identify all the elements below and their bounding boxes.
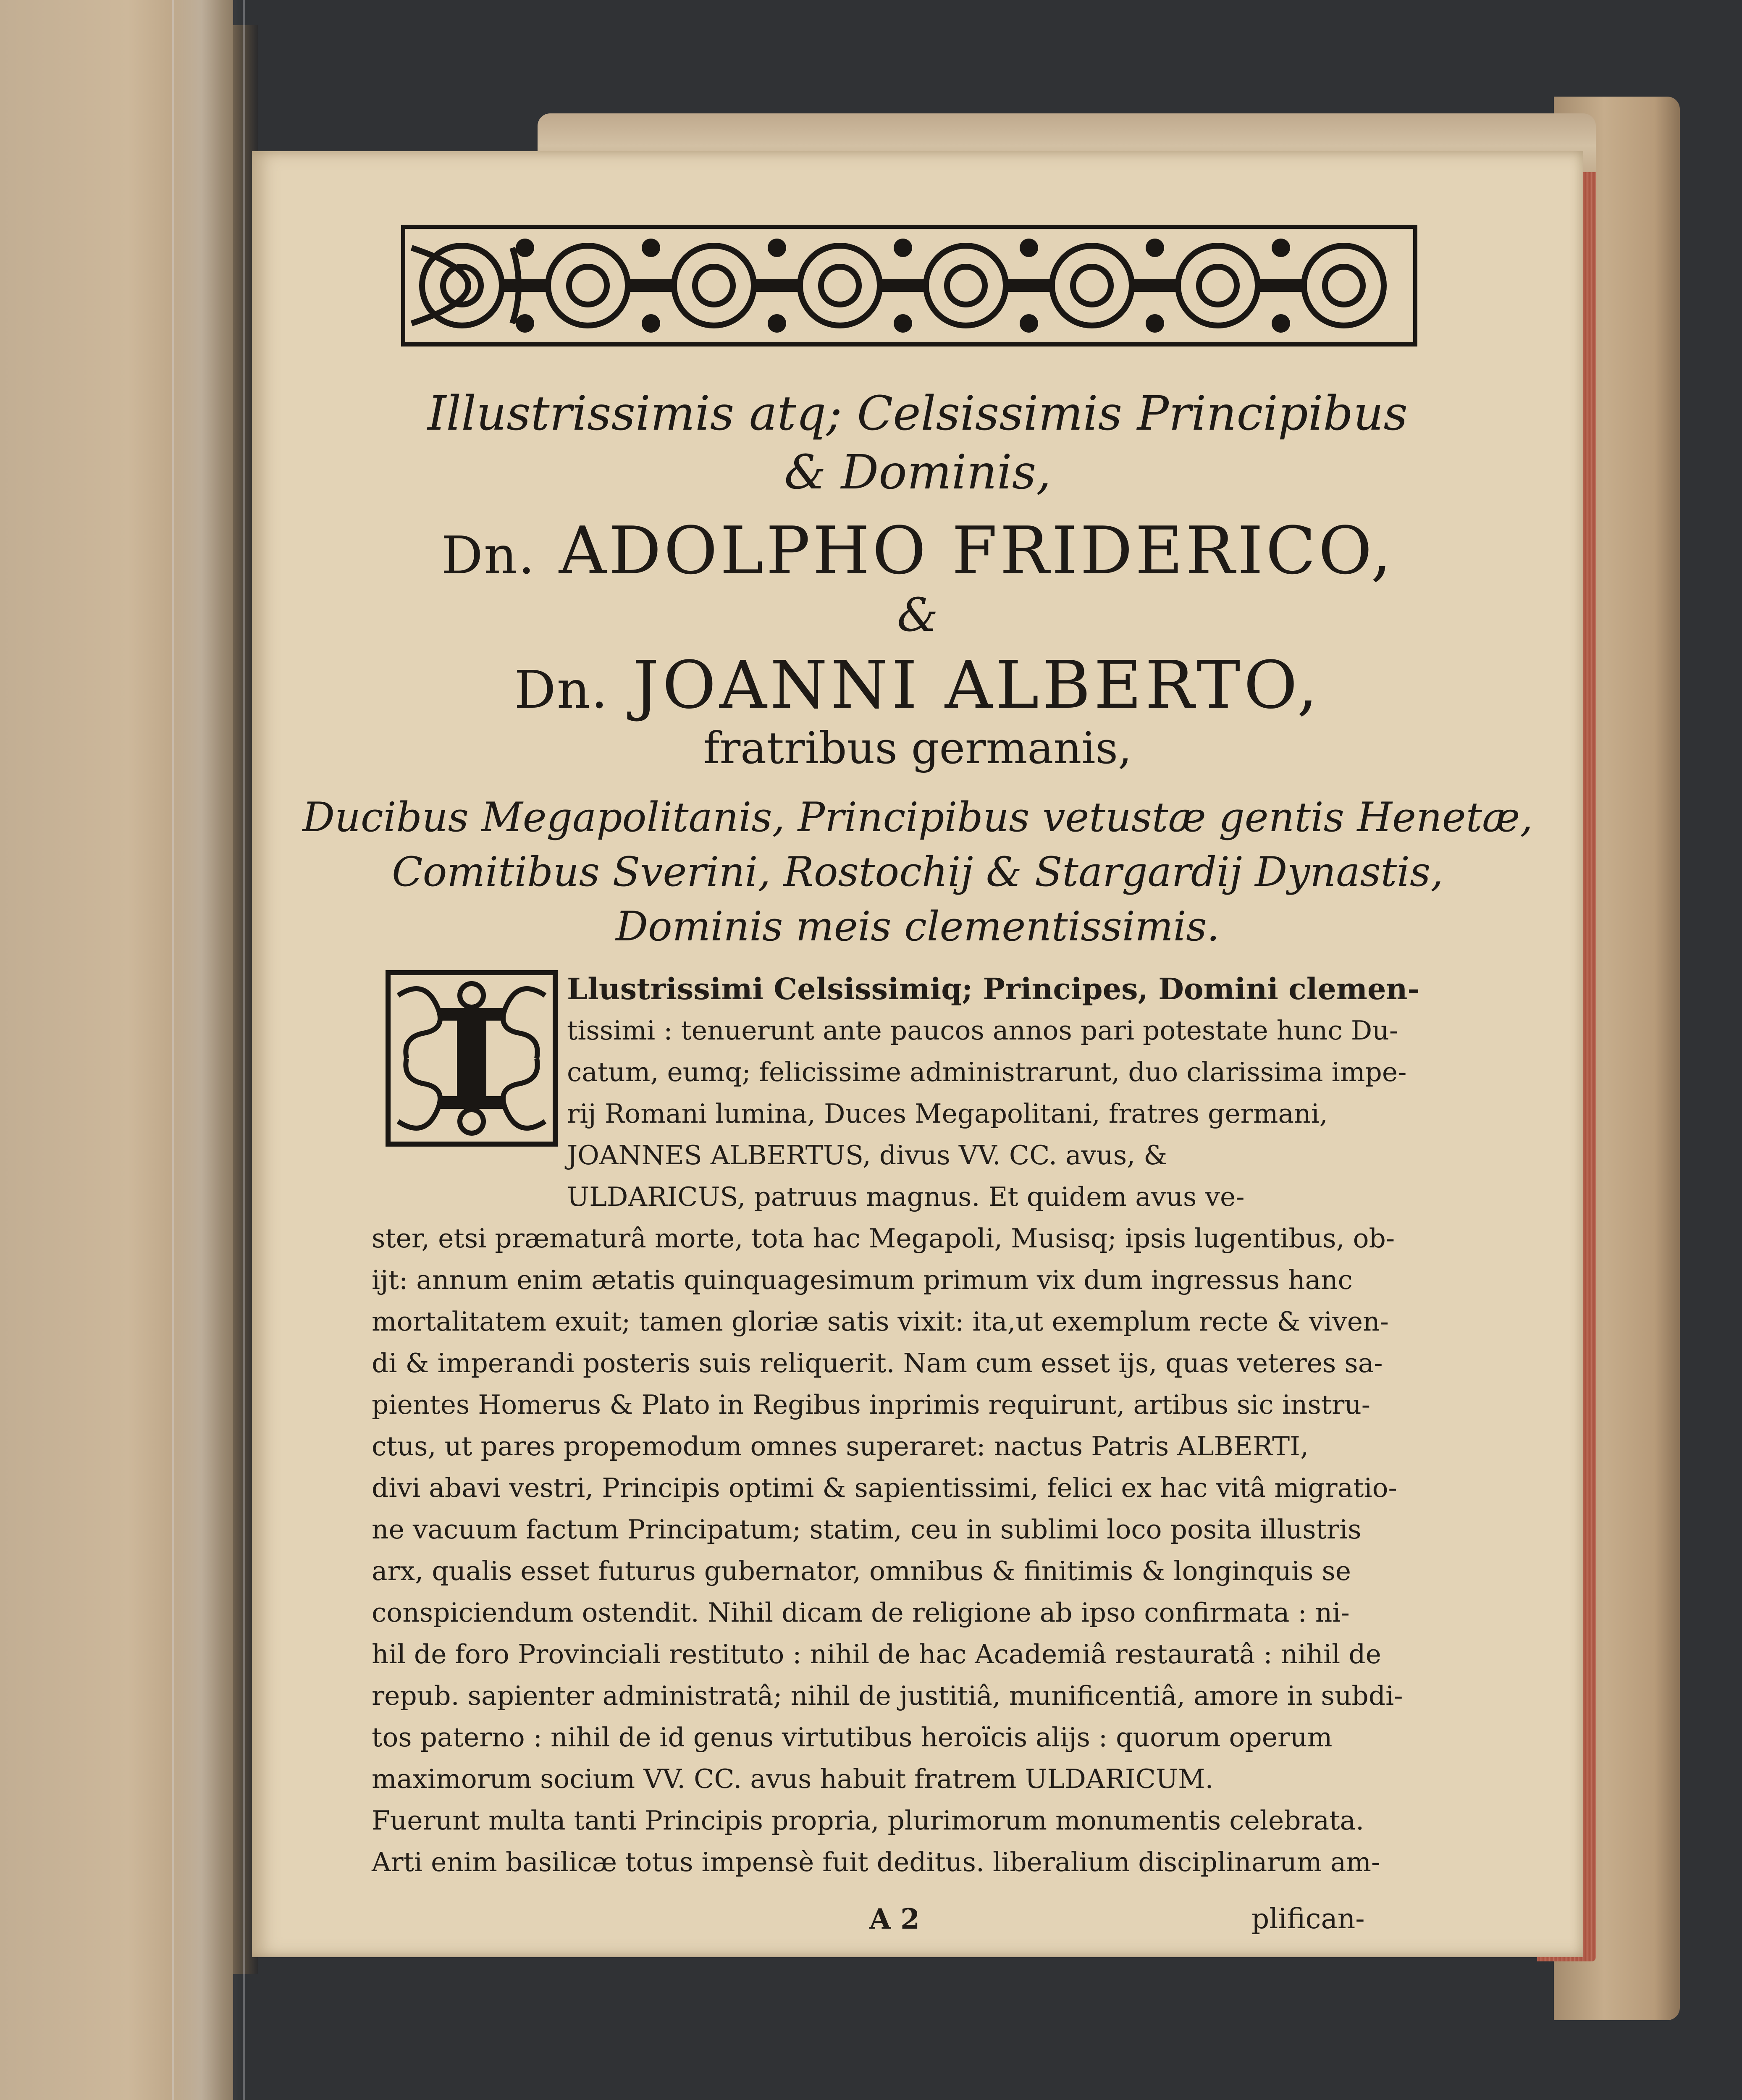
body-text <box>372 968 1447 1883</box>
dedicatee-1 <box>252 512 1583 589</box>
body-line-10: di & imperandi posteris suis reliquerit. Nam cum esset ijs, quas veteres sa- <box>372 1348 1383 1378</box>
body-line-20: maximorum socium VV. CC. avus habuit fratrem ULDARICUM. <box>372 1764 1214 1794</box>
body-line-18: repub. sapienter administratâ; nihil de justitiâ, munificentiâ, amore in subdi- <box>372 1680 1403 1711</box>
body-line-22: Arti enim basilicæ totus impensè fuit deditus. liberalium disciplinarum am- <box>372 1847 1380 1877</box>
glass-clamp <box>172 0 245 2100</box>
body-line-4: rij Romani lumina, Duces Megapolitani, fratres germani, <box>567 1098 1328 1129</box>
body-line-7: ster, etsi præmaturâ morte, tota hac Megapoli, Musisq; ipsis lugentibus, ob- <box>372 1223 1395 1254</box>
body-line-19: tos paterno : nihil de id genus virtutibus heroïcis alijs : quorum operum <box>372 1722 1333 1753</box>
dedication-brothers: fratribus germanis, <box>703 722 1132 774</box>
dedication-line-2: & Dominis, <box>784 445 1051 500</box>
body-line-8: ijt: annum enim ætatis quinquagesimum primum vix dum ingressus hanc <box>372 1265 1353 1295</box>
dedication-title-2: Comitibus Sverini, Rostochij & Stargardij Dynastis, <box>392 848 1443 895</box>
body-line-21: Fuerunt multa tanti Principis propria, plurimorum monumentis celebrata. <box>372 1805 1364 1836</box>
body-line-13: divi abavi vestri, Principis optimi & sapientissimi, felici ex hac vitâ migratio- <box>372 1473 1397 1503</box>
body-line-3: catum, eumq; felicissime administrarunt, duo clarissima impe- <box>567 1057 1407 1087</box>
body-line-14: ne vacuum factum Principatum; statim, ceu in sublimi loco posita illustris <box>372 1514 1362 1545</box>
dedicatee-1-name: ADOLPHO FRIDERICO, <box>559 512 1394 589</box>
dedication-line-1: Illustrissimis atq; Celsissimis Principibus <box>428 386 1408 441</box>
ornamental-headpiece-icon <box>399 223 1419 349</box>
dedication-title-1: Ducibus Megapolitanis, Principibus vetustæ gentis Henetæ, <box>302 794 1533 841</box>
dedicatee-2-name: JOANNI ALBERTO, <box>632 647 1321 723</box>
body-line-9: mortalitatem exuit; tamen gloriæ satis vixit: ita,ut exemplum recte & viven- <box>372 1306 1389 1337</box>
body-line-12: ctus, ut pares propemodum omnes superaret: nactus Patris ALBERTI, <box>372 1431 1309 1462</box>
body-line-1: Llustrissimi Celsissimiq; Principes, Domini clemen- <box>567 971 1420 1006</box>
body-line-17: hil de foro Provinciali restituto : nihil de hac Academiâ restauratâ : nihil de <box>372 1639 1381 1670</box>
catchword: plifican- <box>1251 1903 1365 1935</box>
dedicatee-2-prefix: Dn. <box>514 660 609 720</box>
book-page <box>252 151 1583 1957</box>
dedication-title-3: Dominis meis clementissimis. <box>615 903 1220 950</box>
dedicatee-2 <box>252 647 1583 723</box>
signature-mark: A 2 <box>869 1903 920 1935</box>
body-line-16: conspiciendum ostendit. Nihil dicam de religione ab ipso confirmata : ni- <box>372 1597 1350 1628</box>
body-line-6: ULDARICUS, patruus magnus. Et quidem avus ve- <box>567 1181 1245 1212</box>
body-line-2: tissimi : tenuerunt ante paucos annos pari potestate hunc Du- <box>567 1015 1398 1046</box>
body-line-15: arx, qualis esset futurus gubernator, omnibus & finitimis & longinquis se <box>372 1556 1351 1586</box>
body-line-5: JOANNES ALBERTUS, divus VV. CC. avus, & <box>567 1140 1167 1171</box>
dedication-ampersand: & <box>897 588 938 642</box>
body-line-11: pientes Homerus & Plato in Regibus inprimis requirunt, artibus sic instru- <box>372 1389 1371 1420</box>
dedicatee-1-prefix: Dn. <box>441 525 536 586</box>
